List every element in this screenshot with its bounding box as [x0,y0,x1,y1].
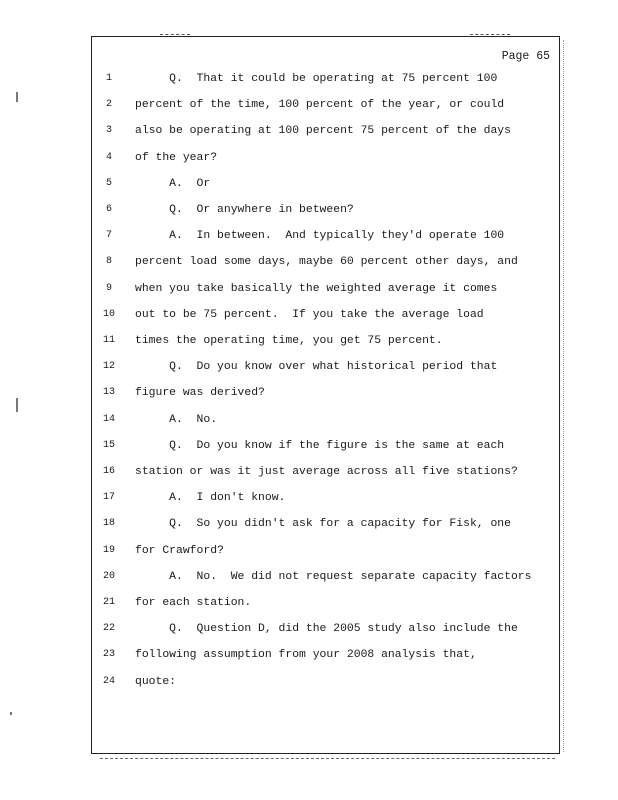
line-number: 16 [102,466,115,477]
transcript-line [0,254,560,270]
line-number: 9 [105,282,112,294]
transcript-line [0,359,560,375]
transcript-line [0,333,560,349]
line-text: times the operating time, you get 75 percent. [135,335,443,347]
line-text: percent load some days, maybe 60 percent other days, and [135,256,518,269]
margin-mark [10,712,12,715]
line-number: 4 [105,151,112,163]
scan-artifact-top [160,34,190,35]
line-number: 2 [105,99,112,111]
line-text: out to be 75 percent. If you take the average load [135,308,484,321]
line-number: 17 [102,492,115,504]
line-text: A. Or [135,177,211,190]
line-text: quote: [135,675,177,688]
transcript-line [0,412,560,428]
line-text: figure was derived? [135,387,265,400]
line-number: 19 [102,544,115,556]
line-number: 23 [102,649,115,661]
line-number: 5 [105,177,112,189]
line-text: A. No. [135,413,218,426]
line-text: also be operating at 100 percent 75 percent of the days [135,125,511,138]
line-number: 12 [102,361,115,373]
line-text: Q. Question D, did the 2005 study also include the [135,623,518,636]
line-text: for Crawford? [135,544,224,557]
line-number: 15 [102,439,115,451]
line-number: 13 [102,387,115,399]
transcript-line [0,281,560,297]
transcript-line [0,543,560,559]
line-text: A. I don't know. [135,492,286,505]
line-text: of the year? [135,151,218,164]
transcript-line [0,71,560,87]
line-text: Q. Do you know if the figure is the same at each [135,439,505,452]
line-number: 1 [105,73,112,84]
line-number: 8 [105,256,112,268]
line-number: 24 [102,675,115,687]
transcript-line [0,674,560,690]
transcript-line [0,202,560,218]
line-text: when you take basically the weighted average it comes [135,282,498,295]
transcript-line [0,228,560,244]
transcript-line [0,569,560,585]
line-text: percent of the time, 100 percent of the year, or could [135,99,505,112]
scan-artifact-top-right [470,34,510,35]
transcript-line [0,490,560,506]
transcript-line [0,621,560,637]
scan-artifact-right-edge [563,40,565,752]
line-text: A. In between. And typically they'd operate 100 [135,230,505,243]
line-number: 7 [105,230,112,242]
transcript-line [0,385,560,401]
line-text: A. No. We did not request separate capacity factors [135,570,532,583]
line-number: 22 [102,623,115,635]
line-number: 6 [105,204,112,215]
transcript-line [0,438,560,454]
line-number: 18 [102,518,115,530]
line-number: 20 [102,570,115,582]
transcript-line [0,97,560,113]
transcript-line [0,307,560,323]
transcript-line [0,516,560,532]
line-number: 3 [105,125,112,137]
transcript-line [0,123,560,139]
line-text: Q. So you didn't ask for a capacity for Fisk, one [135,518,511,531]
line-text: Q. Or anywhere in between? [135,204,354,216]
line-text: following assumption from your 2008 analysis that, [135,649,477,662]
transcript-line [0,595,560,611]
line-number: 11 [102,335,115,346]
line-text: Q. That it could be operating at 75 percent 100 [135,73,498,85]
line-text: station or was it just average across all five stations? [135,466,518,478]
line-number: 14 [102,413,115,425]
line-text: for each station. [135,597,252,609]
line-text: Q. Do you know over what historical period that [135,361,498,374]
transcript-line [0,150,560,166]
page-number: Page 65 [501,50,550,63]
transcript-line [0,176,560,192]
line-number: 21 [102,597,115,608]
transcript-line [0,647,560,663]
transcript-line [0,464,560,480]
line-number: 10 [102,308,115,320]
scan-artifact-bottom [100,758,555,759]
